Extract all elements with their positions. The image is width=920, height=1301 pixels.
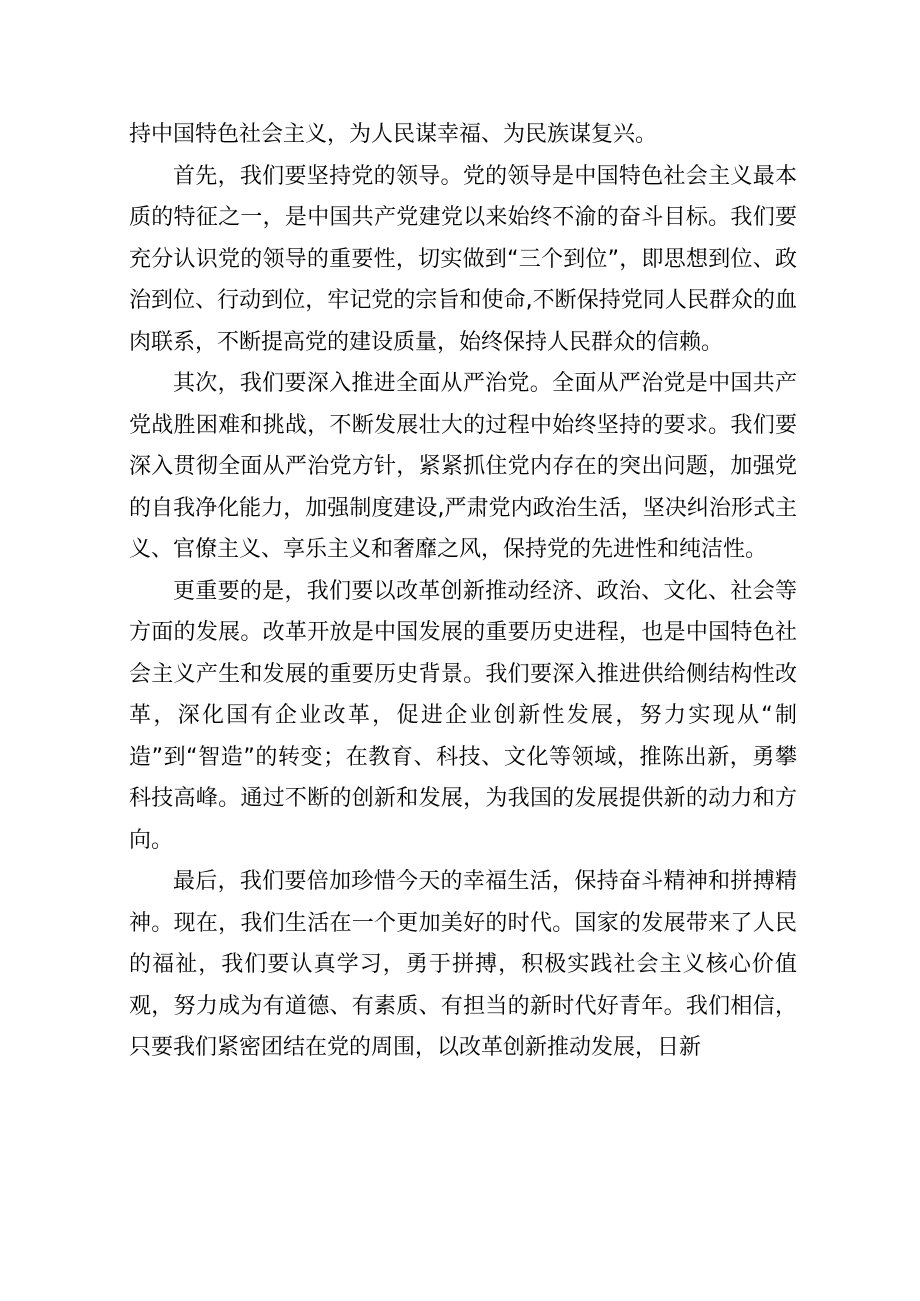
paragraph-strict-governance: 其次，我们要深入推进全面从严治党。全面从严治党是中国共产党战胜困难和挑战，不断发展壮大的过程中始终坚持的要求。我们要深入贯彻全面从严治党方针，紧紧抓住党内存在的突出问题，加强党的自我净化能力，加强制度建设,严肃党内政治生活，坚决纠治形式主义、官僚主义、享乐主义和奢靡之风，保持党的先进性和纯洁性。 (129, 371, 797, 562)
paragraph-reform-innovation: 更重要的是，我们要以改革创新推动经济、政治、文化、社会等方面的发展。改革开放是中国发展的重要历史进程，也是中国特色社会主义产生和发展的重要历史背景。我们要深入推进供给侧结构性改革，深化国有企业改革，促进企业创新性发展，努力实现从“制造”到“智造”的转变；在教育、科技、文化等领域，推陈出新，勇攀科技高峰。通过不断的创新和发展，为我国的发展提供新的动力和方向。 (129, 578, 797, 853)
paragraph-party-leadership: 首先，我们要坚持党的领导。党的领导是中国特色社会主义最本质的特征之一，是中国共产党建党以来始终不渝的奋斗目标。我们要充分认识党的领导的重要性，切实做到“三个到位”，即思想到位、政治到位、行动到位，牢记党的宗旨和使命,不断保持党同人民群众的血肉联系，不断提高党的建设质量，始终保持人民群众的信赖。 (129, 163, 797, 355)
paragraph-cherish-life: 最后，我们要倍加珍惜今天的幸福生活，保持奋斗精神和拼搏精神。现在，我们生活在一个更加美好的时代。国家的发展带来了人民的福祉，我们要认真学习，勇于拼搏，积极实践社会主义核心价值观，努力成为有道德、有素质、有担当的新时代好青年。我们相信，只要我们紧密团结在党的周围，以改革创新推动发展，日新 (129, 869, 797, 1060)
paragraph-continuation: 持中国特色社会主义，为人民谋幸福、为民族谋复兴。 (129, 122, 658, 147)
document-body (129, 114, 797, 1069)
